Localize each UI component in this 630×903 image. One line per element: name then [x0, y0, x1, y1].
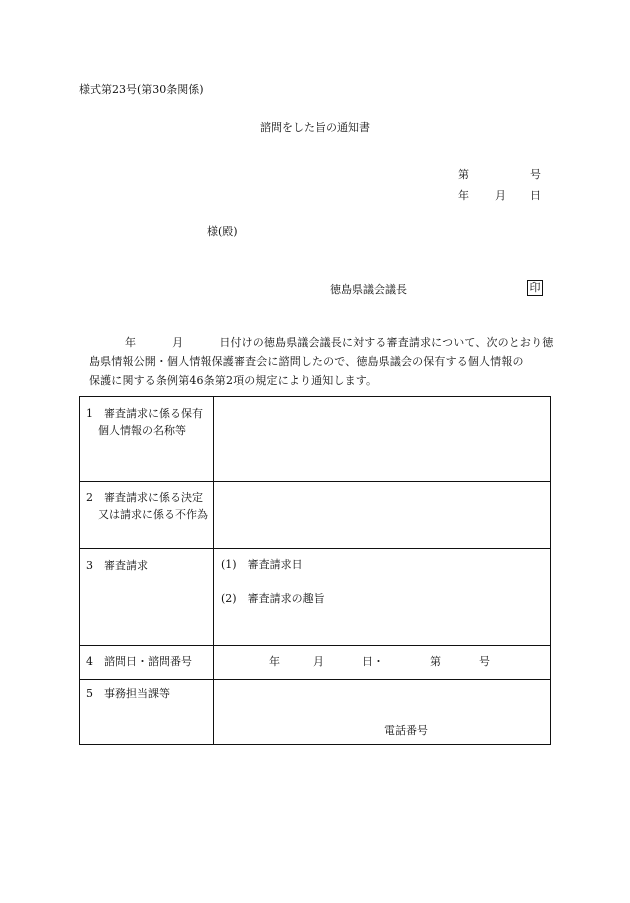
reference-number-suffix: 号: [530, 168, 541, 181]
info-table: [79, 396, 551, 745]
body-month: 月: [172, 336, 184, 349]
table-row-divider: [80, 679, 550, 680]
document-title: 諮問をした旨の通知書: [260, 121, 370, 134]
form-number: 様式第23号(第30条関係): [79, 83, 204, 96]
row4-label: 4 諮問日・諮問番号: [86, 655, 192, 668]
row1-label-line1: 1 審査請求に係る保有: [86, 407, 203, 420]
date-year: 年: [458, 189, 469, 202]
table-row-divider: [80, 548, 550, 549]
row3-item-request-date: (1) 審査請求日: [221, 558, 303, 571]
body-line-1-text: 日付けの徳島県議会議長に対する審査請求について、次のとおり徳: [219, 336, 554, 349]
sender-name: 徳島県議会議長: [330, 283, 407, 296]
date-month: 月: [495, 189, 506, 202]
body-year: 年: [125, 336, 137, 349]
row4-year: 年: [269, 655, 280, 668]
date-day: 日: [530, 189, 541, 202]
row4-day: 日・: [362, 655, 384, 668]
addressee: 様(殿): [207, 225, 238, 238]
seal-stamp-icon: 印: [527, 280, 543, 296]
row4-month: 月: [313, 655, 324, 668]
row1-label-line2: 個人情報の名称等: [98, 424, 186, 437]
row3-item-request-purpose: (2) 審査請求の趣旨: [221, 592, 325, 605]
reference-number-prefix: 第: [458, 168, 469, 181]
body-line-3: 保護に関する条例第46条第2項の規定により通知します。: [89, 374, 378, 387]
body-paragraph: [89, 333, 554, 390]
row2-label-line2: 又は請求に係る不作為: [98, 508, 208, 521]
table-column-divider: [213, 397, 214, 744]
row3-label: 3 審査請求: [86, 559, 148, 572]
body-line-1: [89, 333, 554, 352]
row4-number-suffix: 号: [479, 655, 490, 668]
row5-phone-label: 電話番号: [384, 724, 428, 737]
row2-label: [86, 489, 208, 523]
row5-label: 5 事務担当課等: [86, 687, 170, 700]
row1-label: [86, 405, 203, 439]
table-row-divider: [80, 481, 550, 482]
body-line-2: 島県情報公開・個人情報保護審査会に諮問したので、徳島県議会の保有する個人情報の: [89, 355, 524, 368]
table-row-divider: [80, 645, 550, 646]
row4-number-prefix: 第: [430, 655, 441, 668]
row2-label-line1: 2 審査請求に係る決定: [86, 491, 203, 504]
